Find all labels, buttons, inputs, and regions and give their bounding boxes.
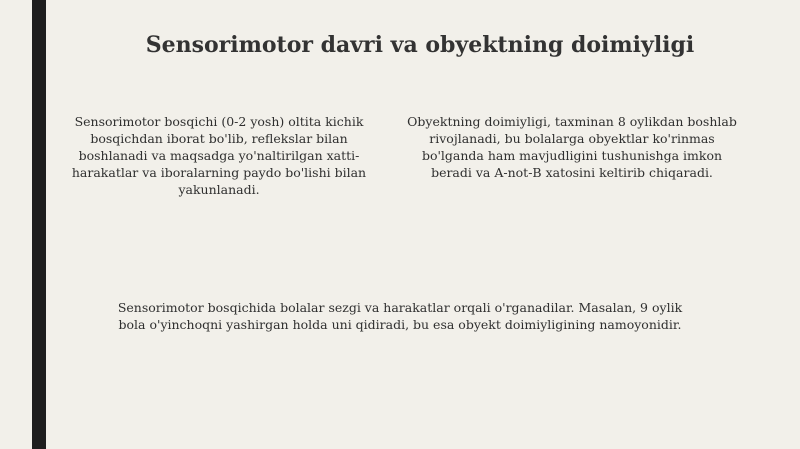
right-paragraph: Obyektning doimiyligi, taxminan 8 oylikdan boshlab rivojlanadi, bu bolalarga obyektlar ko'rinmas bo'lganda ham mavjudligini tushunishga imkon beradi va A-not-B xatosini keltirib chiqaradi. (407, 114, 737, 180)
bottom-paragraph: Sensorimotor bosqichida bolalar sezgi va harakatlar orqali o'rganadilar. Masalan, 9 oylik bola o'yinchoqni yashirgan holda uni qidiradi, bu esa obyekt doimiyligining namoyonidir. (117, 300, 683, 332)
accent-bar (32, 0, 46, 449)
left-paragraph: Sensorimotor bosqichi (0-2 yosh) oltita kichik bosqichdan iborat bo'lib, reflekslar bilan boshlanadi va maqsadga yo'naltirilgan xatti-harakatlar va iboralarning paydo bo'lishi bilan yakunlanadi. (71, 114, 367, 197)
slide-title: Sensorimotor davri va obyektning doimiyligi (145, 32, 695, 58)
